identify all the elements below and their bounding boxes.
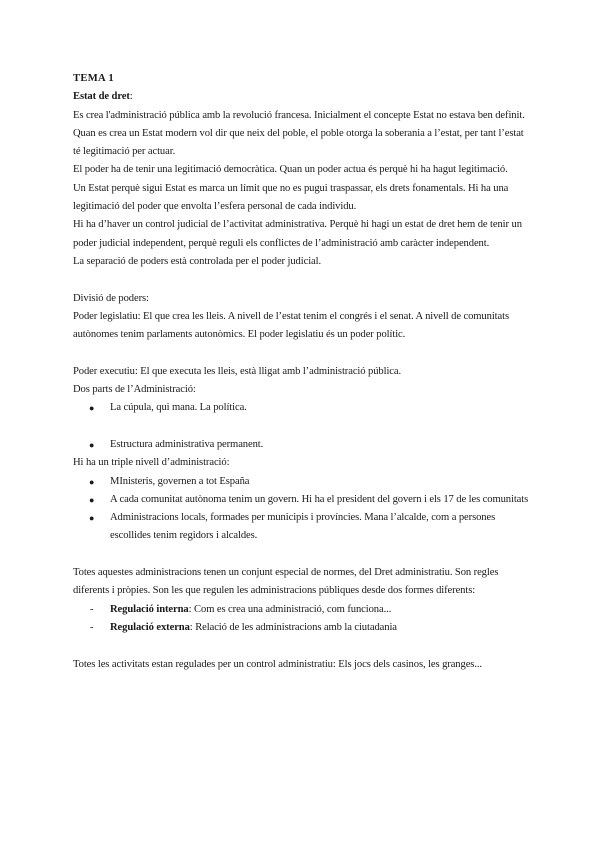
division-heading: Divisió de poders: (73, 292, 149, 304)
document-content (73, 70, 533, 674)
paragraph: Un Estat perquè sigui Estat es marca un límit que no es pugui traspassar, els drets fonamentals. Hi ha una legitimació del poder que envolta l’esfera personal de cada individu. (73, 182, 509, 213)
dash-icon: - (90, 621, 94, 633)
paragraph: Hi ha d’haver un control judicial de l’activitat administrativa. Perquè hi hagi un estat de dret hem de tenir un poder judicial independent, perquè reguli els conflictes de l’administració amb caràcter independent. (73, 219, 522, 249)
list-item-text: Estructura administrativa permanent. (110, 438, 264, 450)
blank-line (73, 344, 533, 362)
paragraph: La separació de poders està controlada per el poder judicial. (73, 255, 322, 267)
nivells-heading: Hi ha un triple nivell d’administració: (73, 457, 230, 469)
list-item (73, 619, 533, 637)
list-item (73, 399, 533, 417)
list-item-text: MInisteris, governen a tot España (110, 475, 250, 487)
regulacions-list (73, 601, 533, 638)
regulacio-externa-label: Regulació externa (110, 621, 190, 633)
list-item-text: La cúpula, qui mana. La política. (110, 402, 247, 414)
parts-heading: Dos parts de l’Administració: (73, 384, 196, 396)
section-subtitle-line (73, 88, 533, 106)
list-item (73, 601, 533, 619)
page-title: TEMA 1 (73, 73, 114, 84)
paragraph-legislatiu: Poder legislatiu: El que crea les lleis. A nivell de l’estat tenim el congrés i el senat. A nivell de comunitats autònomes tenim parlaments autonòmics. El poder legislatiu és un poder polític. (73, 310, 509, 341)
bullet-icon: ● (89, 403, 95, 414)
bullet-icon: ● (89, 494, 95, 505)
list-item-text: A cada comunitat autònoma tenim un govern. Hi ha el president del govern i els 17 de les comunitats (110, 493, 529, 505)
paragraph-executiu: Poder executiu: El que executa les lleis, està lligat amb l’administració pública. (73, 365, 402, 377)
subtitle-colon: : (129, 91, 133, 103)
parts-list (73, 399, 533, 454)
paragraph: El poder ha de tenir una legitimació democràtica. Quan un poder actua és perquè hi ha hagut legitimació. (73, 164, 508, 176)
list-item (73, 491, 533, 509)
dash-icon: - (90, 603, 94, 615)
list-item (73, 509, 533, 546)
paragraph: Es crea l'administració pública amb la revolució francesa. Inicialment el concepte Estat no estava ben definit. Quan es crea un Estat modern vol dir que neix del poble, el poble otorga la soberania a l’estat, per tant l’estat té legitimació per actuar. (73, 109, 525, 158)
regulacio-interna-label: Regulació interna (110, 603, 189, 615)
list-item-text: Administracions locals, formades per municipis i províncies. Mana l’alcalde, com a persones escollides tenim regidors i alcaldes. (110, 512, 496, 542)
blank-line (73, 271, 533, 289)
list-item (73, 473, 533, 491)
bullet-icon: ● (89, 439, 95, 450)
paragraph-final: Totes les activitats estan regulades per un control administratiu: Els jocs dels casinos, les granges... (73, 658, 482, 670)
regulacio-interna-text: : Com es crea una administració, com funciona... (188, 603, 392, 615)
blank-line (73, 546, 533, 564)
nivells-list (73, 473, 533, 546)
list-item (73, 436, 533, 454)
bullet-icon: ● (89, 513, 95, 524)
blank-line (73, 637, 533, 655)
paragraph: Totes aquestes administracions tenen un conjunt especial de normes, del Dret administratiu. Son regles diferents i pròpies. Son les que regulen les administracions públiques desde dos formes diferents: (73, 567, 499, 597)
section-subtitle: Estat de dret (73, 91, 130, 103)
regulacio-externa-text: : Relació de les administracions amb la ciutadania (189, 621, 397, 633)
bullet-icon: ● (89, 476, 95, 487)
